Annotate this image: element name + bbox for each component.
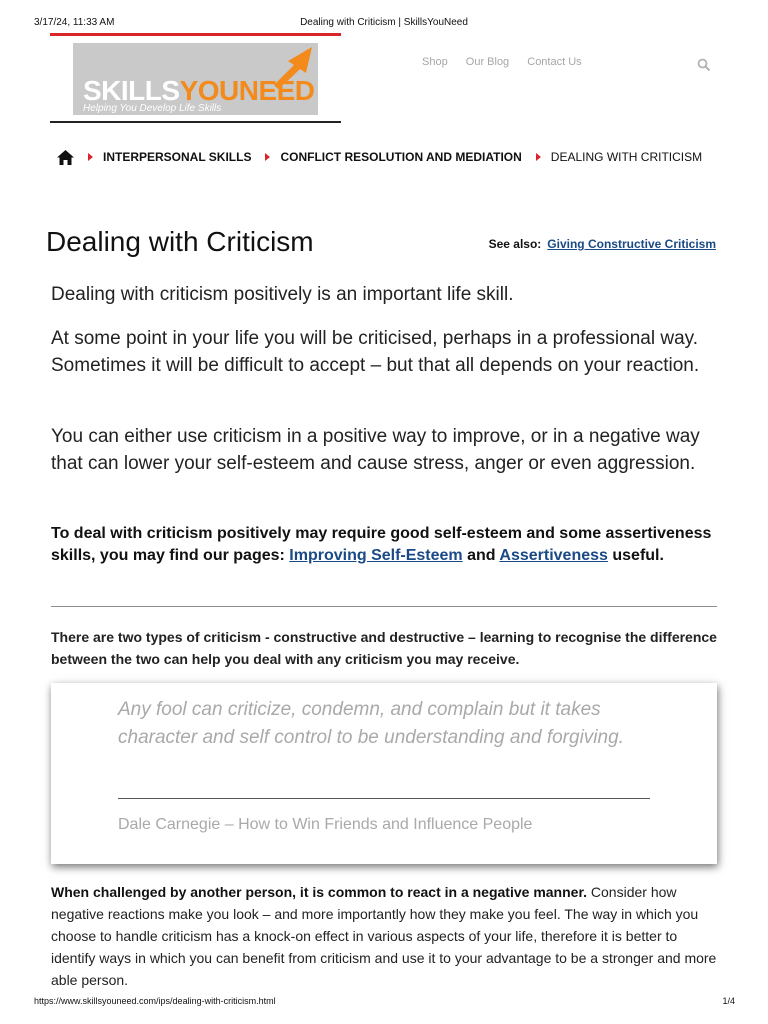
- related-pages-paragraph: To deal with criticism positively may require good self-esteem and some assertiveness skills, you may find our pages: Improving Self-Esteem and Assertiveness useful.: [51, 525, 712, 564]
- print-page-number: 1/4: [722, 996, 735, 1006]
- print-footer: [0, 996, 768, 1010]
- quote-box: [51, 683, 717, 864]
- section-divider: [51, 606, 717, 607]
- see-also-link[interactable]: Giving Constructive Criticism: [547, 237, 716, 251]
- see-also: [489, 237, 716, 251]
- quote-divider: [118, 798, 650, 799]
- quote-text: Any fool can criticize, condemn, and complain but it takes character and self control to be understanding and forgiving.: [118, 699, 624, 748]
- logo-wordmark: SKILLSYOUNEED: [83, 75, 315, 106]
- nav-blog-link[interactable]: Our Blog: [465, 56, 510, 68]
- home-icon[interactable]: [57, 150, 74, 165]
- print-url: https://www.skillsyouneed.com/ips/dealing-with-criticism.html: [34, 996, 276, 1006]
- self-esteem-link[interactable]: Improving Self-Esteem: [289, 547, 463, 564]
- site-logo[interactable]: [73, 43, 318, 115]
- paragraph-3: You can either use criticism in a positive way to improve, or in a negative way that can lower your self-esteem and cause stress, anger or even aggression.: [51, 426, 700, 474]
- breadcrumb-interpersonal-skills[interactable]: INTERPERSONAL SKILLS: [103, 150, 252, 164]
- page-title: Dealing with Criticism: [46, 226, 314, 257]
- print-header: [0, 17, 768, 31]
- breadcrumb: [57, 149, 702, 165]
- paragraph-2: At some point in your life you will be criticised, perhaps in a professional way. Sometimes it will be difficult to accept – but that all depends on your reaction.: [51, 328, 700, 376]
- quote-citation: Dale Carnegie – How to Win Friends and Influence People: [118, 816, 533, 833]
- logo-tagline: Helping You Develop Life Skills: [83, 103, 222, 114]
- search-icon[interactable]: [697, 58, 711, 72]
- breadcrumb-current: DEALING WITH CRITICISM: [550, 150, 703, 164]
- assertiveness-link[interactable]: Assertiveness: [499, 547, 608, 564]
- breadcrumb-separator-icon: [536, 153, 541, 161]
- print-datetime: 3/17/24, 11:33 AM: [34, 17, 115, 28]
- print-page-title: Dealing with Criticism | SkillsYouNeed: [300, 17, 468, 28]
- top-nav: [422, 56, 597, 68]
- nav-contact-link[interactable]: Contact Us: [527, 56, 582, 68]
- types-paragraph: There are two types of criticism - constructive and destructive – learning to recognise the difference between the two can help you deal with any criticism you may receive.: [51, 629, 717, 667]
- header-divider: [50, 121, 341, 123]
- header-accent-bar: [50, 33, 341, 36]
- nav-shop-link[interactable]: Shop: [422, 56, 448, 68]
- breadcrumb-conflict-resolution[interactable]: CONFLICT RESOLUTION AND MEDIATION: [280, 150, 522, 164]
- see-also-label: See also:: [488, 237, 542, 251]
- intro-paragraph: Dealing with criticism positively is an important life skill.: [51, 284, 514, 305]
- negative-reaction-paragraph: When challenged by another person, it is common to react in a negative manner. Consider how negative reactions make you look – and more importantly how they make you feel. The way in which you choose to handle criticism has a knock-on effect in various aspects of your life, therefore it is better to identify ways in which you can benefit from criticism and use it to your advantage to be a stronger and more able person.: [51, 884, 717, 988]
- breadcrumb-separator-icon: [88, 153, 93, 161]
- breadcrumb-separator-icon: [265, 153, 270, 161]
